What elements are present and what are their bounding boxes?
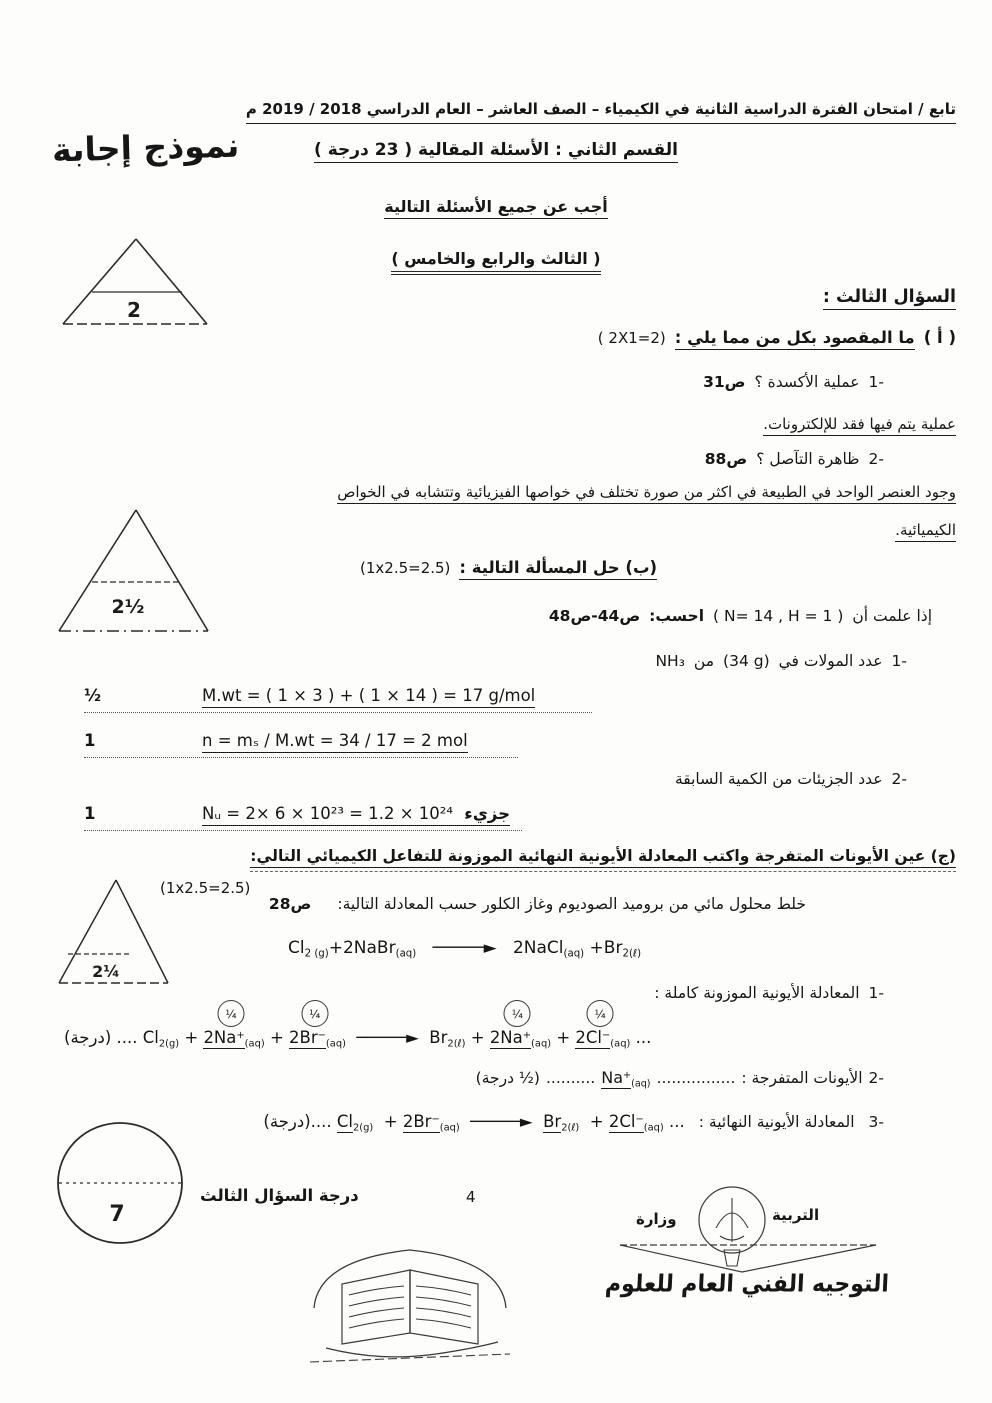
part-b-item2-text: عدد الجزيئات من الكمية السابقة [674,770,883,788]
spectator-dots-right: ................ [656,1069,736,1087]
part-b-item1-text2: من [693,652,715,670]
work-step-3-score: 1 [84,804,96,823]
score-triangle-a [60,236,210,328]
part-c-heading-outer [250,846,956,872]
part-c-item1 [654,984,884,1002]
part-a-answer1: عملية يتم فيها فقد للإلكترونات. [763,415,956,436]
work-step-2 [84,731,518,758]
part-b-given [549,607,932,625]
part-a-answer2-line2: الكيميائية. [895,521,956,542]
part-c-item1-number: 1- [868,984,884,1002]
part-b-given-ref: ص44-ص48 [548,607,641,625]
spectator-ions-line [476,1068,884,1089]
part-a-item2 [705,450,884,468]
part-c-item1-text: المعادلة الأيونية الموزونة كاملة : [654,984,860,1002]
questions-scope: ( الثالث والرابع والخامس ) [391,249,600,275]
part-a-item1 [703,373,884,391]
part-c-item2-text: الأيونات المتفرجة : [741,1069,863,1087]
work-step-3-formula: Nᵤ = 2× 6 × 10²³ = 1.2 × 10²⁴ [202,804,454,823]
part-a-heading [598,328,956,350]
part-a-item2-text: ظاهرة التآصل ؟ [756,450,860,468]
ionic-equation: (درجة) .... $Cl_{2(g)} + 2Na^+_{(aq)}$ ¼ + $2Br^-_{(aq)}$ ¼ ─────► $Br_{2(\ell)} + 2Na^+_{(aq)}$ ¼ + $2Cl^-_{(aq)}$ ¼ ... [64,998,651,1049]
work-step-3-suffix: جزيء [464,804,511,823]
part-a-item2-number: 2- [868,450,884,468]
part-a-answer2-line1-wrap [337,482,956,501]
part-b-item1-text: عدد المولات في [778,652,883,670]
page-number: 4 [466,1188,476,1206]
part-a-answer2-line2-wrap [895,520,956,539]
part-a-item2-ref: ص88 [704,450,748,468]
total-score-circle [54,1120,186,1248]
part-c-context-text: خلط محلول مائي من بروميد الصوديوم وغاز الكلور حسب المعادلة التالية: [337,895,806,913]
part-a-item1-number: 1- [868,373,884,391]
part-b-marks: (1x2.5=2.5) [360,559,451,577]
part-b-item2 [675,770,907,788]
score-triangle-a-value: 2 [127,298,141,322]
score-triangle-b-value: 2½ [111,596,145,618]
spectator-mark: (½ درجة) [475,1069,540,1087]
spectator-ion: $Na^+_{(aq)}$ [601,1068,651,1090]
section-title-wrap [0,140,992,160]
molecular-equation: $Cl_{2 (g)}+2NaBr_{(aq)}$ ─────► 2NaCl$_{(aq)}$ $+Br_{2(\ell)}$ [288,938,642,960]
work-step-3 [84,804,522,831]
part-c-item3-text: المعادلة الأيونية النهائية : [698,1113,855,1131]
part-c-item3-number: 3- [868,1113,884,1131]
part-a-answer1-wrap [763,414,956,433]
part-b-item2-number: 2- [891,770,907,788]
part-b-given-values: ( N= 14 , H = 1 ) [713,607,844,625]
work-step-2-formula: n = mₛ / M.wt = 34 / 17 = 2 mol [202,731,468,753]
work-step-3-line [202,804,510,826]
instruction-text: أجب عن جميع الأسئلة التالية [384,197,607,219]
work-step-1-score: ½ [84,686,102,705]
part-a-item1-ref: ص31 [703,373,746,391]
part-c-heading-text: (ج) عين الأيونات المتفرجة واكتب المعادلة الأيونية النهائية الموزونة للتفاعل الكيميائي التالي: [250,847,956,868]
part-c-item2-number: 2- [868,1069,884,1087]
final-equation-line [263,1112,884,1133]
part-a-heading-text: ما المقصود بكل من مما يلي : [675,328,915,350]
section-title: القسم الثاني : الأسئلة المقالية ( 23 درجة ) [314,140,678,163]
part-a-marks: ( 2X1=2) [597,329,666,347]
spectator-dots-left: .......... [545,1069,596,1087]
exam-header-text: تابع / امتحان الفترة الدراسية الثانية في الكيمياء – الصف العاشر – العام الدراسي 2018 / 2019 م [246,100,956,124]
part-b-given-verb: احسب: [649,607,705,625]
work-step-1-formula: M.wt = ( 1 × 3 ) + ( 1 × 14 ) = 17 g/mol [202,686,535,708]
guidance-calligraphy: التوجيه الفني العام للعلوم [604,1271,890,1298]
part-a-prefix: ( أ ) [923,328,956,347]
final-equation: (درجة).... $Cl_{2(g)} + 2Br^-_{(aq)}$ ─────► $Br_{2(\ell)} + 2Cl^-_{(aq)}$ ... [263,1112,685,1134]
answer-model-label: نموذج إجابة [51,125,240,170]
exam-header [246,99,956,118]
ministry-word-left: وزارة [636,1210,677,1228]
part-b-heading-text: (ب) حل المسألة التالية : [459,558,657,580]
ministry-word-right: التربية [772,1206,820,1224]
score-triangle-b [56,506,212,636]
part-c-heading-wrap [250,846,956,865]
part-b-given-intro: إذا علمت أن [852,607,932,625]
part-b-item1-number: 1- [891,652,907,670]
open-book-stamp-icon [296,1236,524,1376]
score-triangle-c-value: 2¼ [92,962,120,981]
part-c-marks: (1x2.5=2.5) [160,879,251,897]
part-b-item1 [655,652,907,670]
part-a-answer2-line1: وجود العنصر الواحد في الطبيعة في اكثر من صورة تختلف في خواصها الفيزيائية وتتشابه في الخواص [337,483,956,504]
ministry-stamp [604,1184,892,1334]
question3-title: السؤال الثالث : [823,287,956,310]
question3-title-wrap [823,287,956,307]
part-c-context [269,895,806,913]
part-b-item1-quantity: (34 g) [723,652,770,670]
instruction-wrap [0,197,992,216]
part-b-heading [360,558,657,580]
footer-grade-label: درجة السؤال الثالث [200,1186,359,1205]
total-score-value: 7 [109,1202,125,1227]
ministry-emblem-icon [612,1184,892,1276]
work-step-1 [84,686,592,713]
part-b-item1-formula: NH₃ [655,652,685,670]
part-c-context-ref: ص28 [268,895,312,913]
work-step-2-score: 1 [84,731,96,750]
part-a-item1-text: عملية الأكسدة ؟ [754,373,860,391]
score-triangle-c [56,876,172,988]
